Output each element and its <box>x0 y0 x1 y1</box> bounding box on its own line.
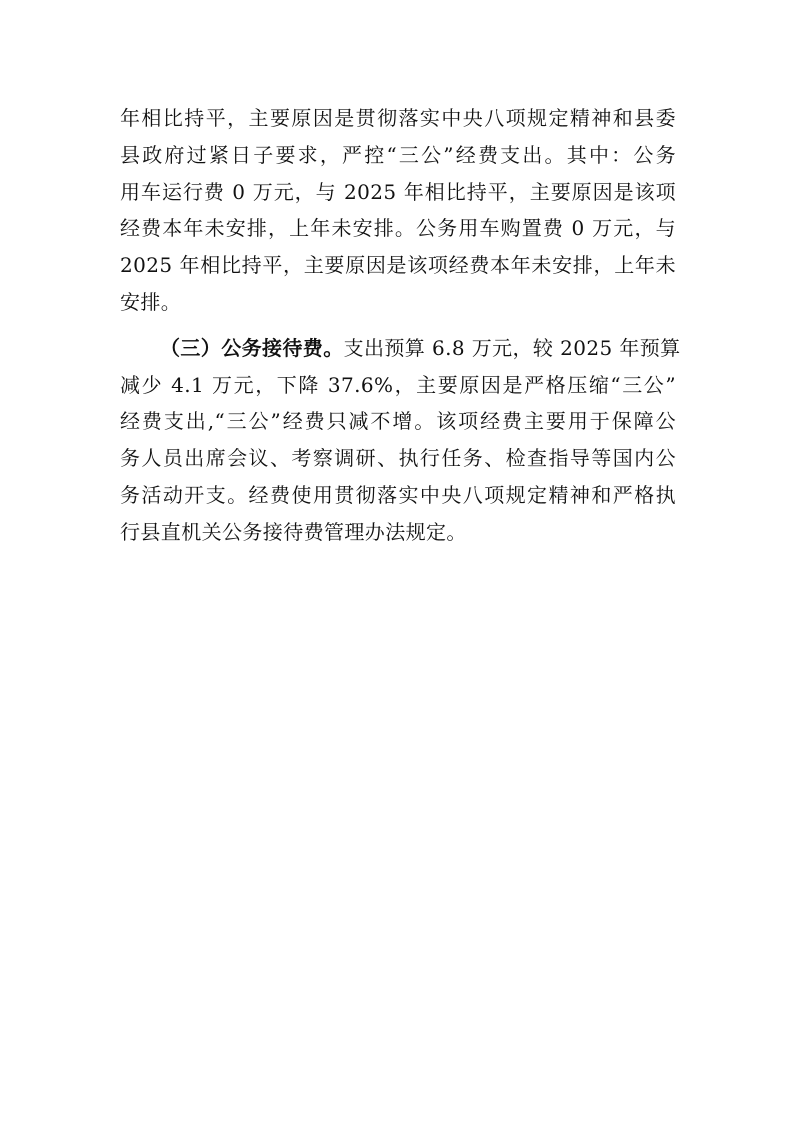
section-heading: （三）公务接待费。 <box>160 335 344 360</box>
text-line: 经费本年未安排，上年未安排。公务用车购置费 0 万元，与 <box>120 216 676 241</box>
text-line: 务人员出席会议、考察调研、执行任务、检查指导等国内公 <box>120 446 676 471</box>
text-line: 行县直机关公务接待费管理办法规定。 <box>120 519 467 544</box>
text-line: 2025 年相比持平，主要原因是该项经费本年未安排，上年未 <box>120 253 676 278</box>
text-line: 用车运行费 0 万元，与 2025 年相比持平，主要原因是该项 <box>120 179 676 204</box>
paragraph-reception-expenses <box>120 330 681 551</box>
text-line: 务活动开支。经费使用贯彻落实中央八项规定精神和严格执 <box>120 482 676 507</box>
text-line: 减少 4.1 万元，下降 37.6%，主要原因是严格压缩“三公” <box>120 372 676 397</box>
text-line: 年相比持平，主要原因是贯彻落实中央八项规定精神和县委 <box>120 106 676 130</box>
text-line <box>120 330 681 367</box>
text-line: 安排。 <box>120 289 182 314</box>
paragraph-vehicle-expenses <box>120 100 676 321</box>
body-text <box>120 100 681 551</box>
text-line: 县政府过紧日子要求，严控“三公”经费支出。其中：公务 <box>120 142 676 167</box>
text-line: 经费支出,“三公”经费只减不增。该项经费主要用于保障公 <box>120 409 676 434</box>
text-segment: 支出预算 6.8 万元，较 2025 年预算 <box>343 335 681 360</box>
